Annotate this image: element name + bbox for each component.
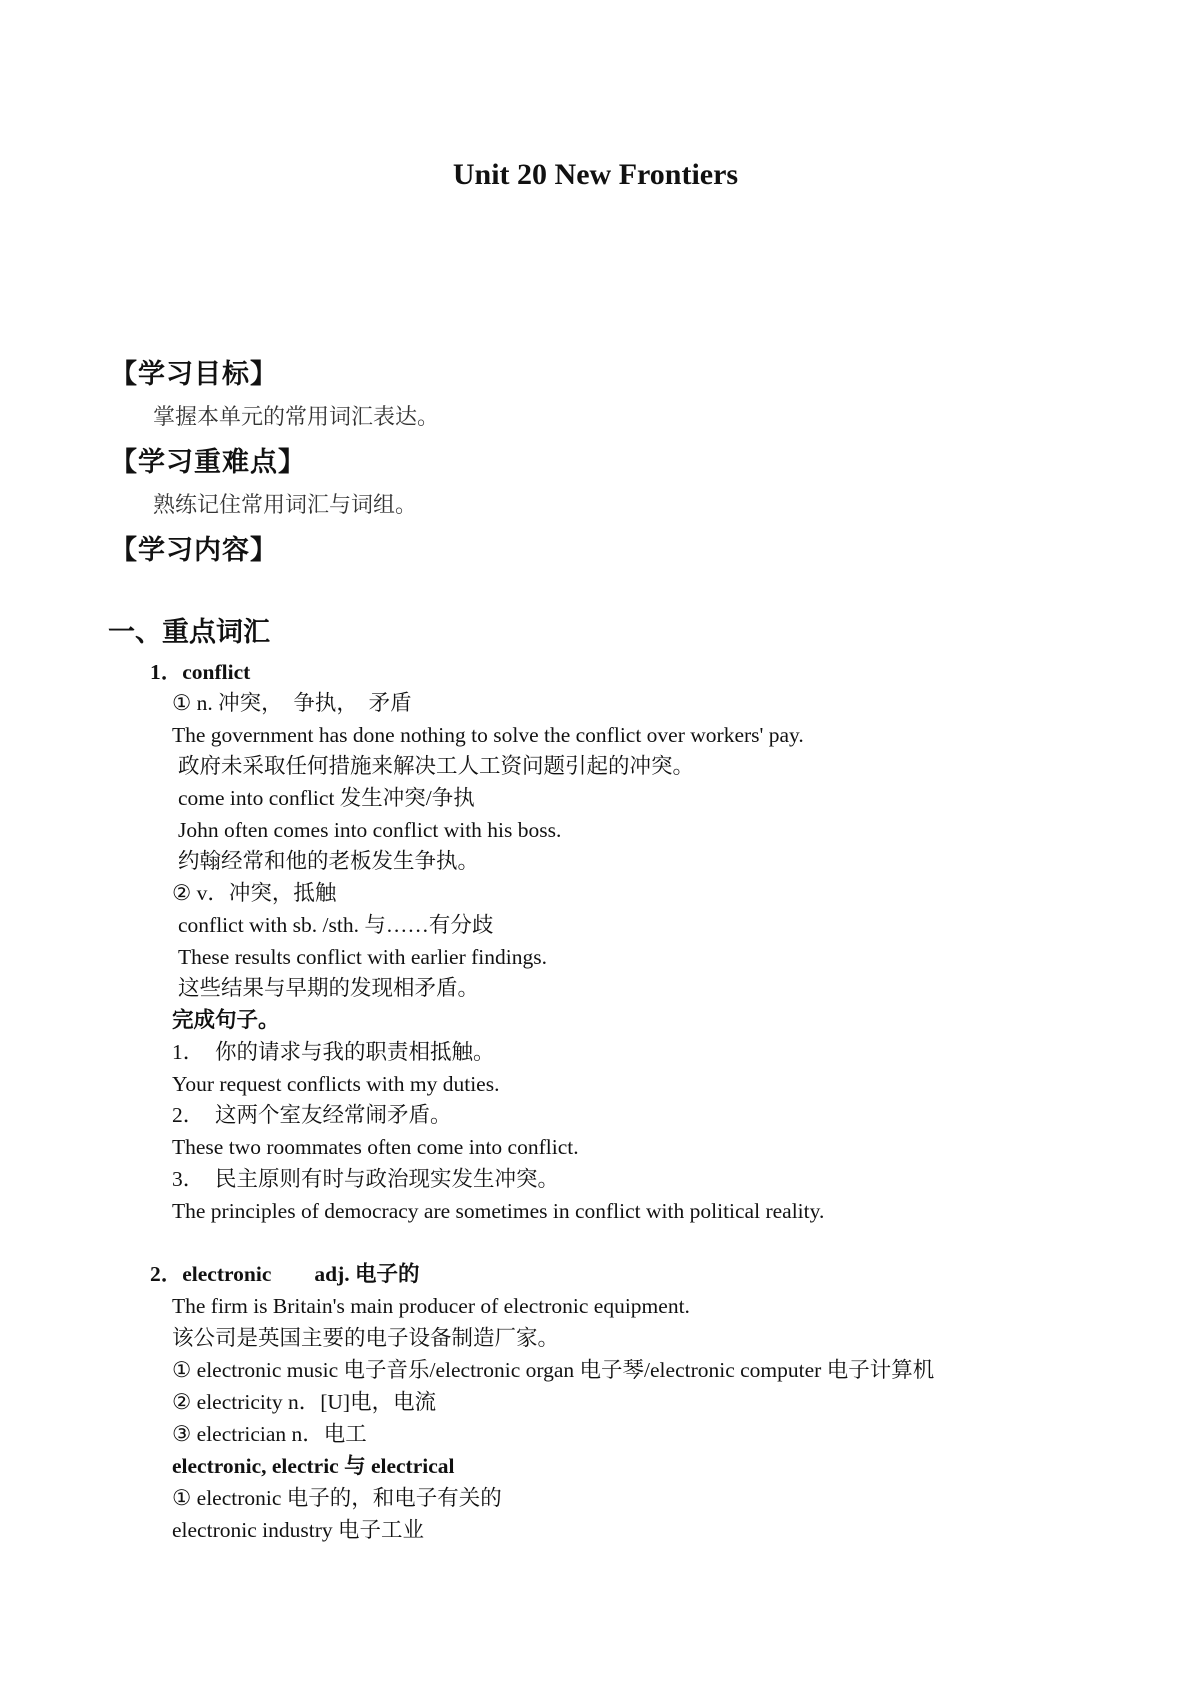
exercise-answer: Your request conflicts with my duties. [172,1072,500,1096]
example-sentence: These results conflict with earlier findings. [178,945,547,969]
page-title: Unit 20 New Frontiers [452,158,739,191]
key-points-text: 熟练记住常用词汇与词组。 [153,493,418,518]
example-sentence: The government has done nothing to solve the conflict over workers' pay. [172,723,804,747]
example-translation: 这些结果与早期的发现相矛盾。 [178,976,480,1000]
entry-line: ① n. 冲突， 争执， 矛盾 [172,691,412,715]
collocation-line: ① electronic music 电子音乐/electronic organ 电子琴/electronic computer 电子计算机 [172,1358,935,1382]
example-translation: 政府未采取任何措施来解决工人工资问题引起的冲突。 [178,754,695,778]
example-sentence: John often comes into conflict with his boss. [178,818,562,842]
derivative-line: ③ electrician n．电工 [172,1422,367,1446]
phrase-line: conflict with sb. /sth. 与……有分歧 [178,913,494,937]
content-heading: 【学习内容】 [110,535,278,566]
exercise-heading: 完成句子。 [172,1008,280,1032]
exercise-answer: The principles of democracy are sometimes in conflict with political reality. [172,1199,825,1223]
entry-line: ② v．冲突，抵触 [172,881,337,905]
exercise-prompt: 2． 这两个室友经常闹矛盾。 [172,1103,452,1127]
phrase-line: come into conflict 发生冲突/争执 [178,786,475,810]
comparison-line: ① electronic 电子的，和电子有关的 [172,1486,502,1510]
entry-head-electronic: 2．electronic adj. 电子的 [150,1262,420,1286]
entry-head-conflict: 1．conflict [150,660,251,684]
exercise-prompt: 1． 你的请求与我的职责相抵触。 [172,1040,495,1064]
vocab-section-title: 一、重点词汇 [108,617,270,648]
derivative-line: ② electricity n．[U]电，电流 [172,1390,437,1414]
objectives-text: 掌握本单元的常用词汇表达。 [153,405,440,430]
comparison-heading: electronic, electric 与 electrical [172,1454,455,1478]
exercise-prompt: 3． 民主原则有时与政治现实发生冲突。 [172,1167,560,1191]
exercise-answer: These two roommates often come into conflict. [172,1135,579,1159]
example-phrase: electronic industry 电子工业 [172,1518,424,1542]
example-sentence: The firm is Britain's main producer of electronic equipment. [172,1294,690,1318]
example-translation: 该公司是英国主要的电子设备制造厂家。 [172,1326,560,1350]
key-points-heading: 【学习重难点】 [110,447,306,478]
example-translation: 约翰经常和他的老板发生争执。 [178,849,480,873]
objectives-heading: 【学习目标】 [110,359,278,390]
